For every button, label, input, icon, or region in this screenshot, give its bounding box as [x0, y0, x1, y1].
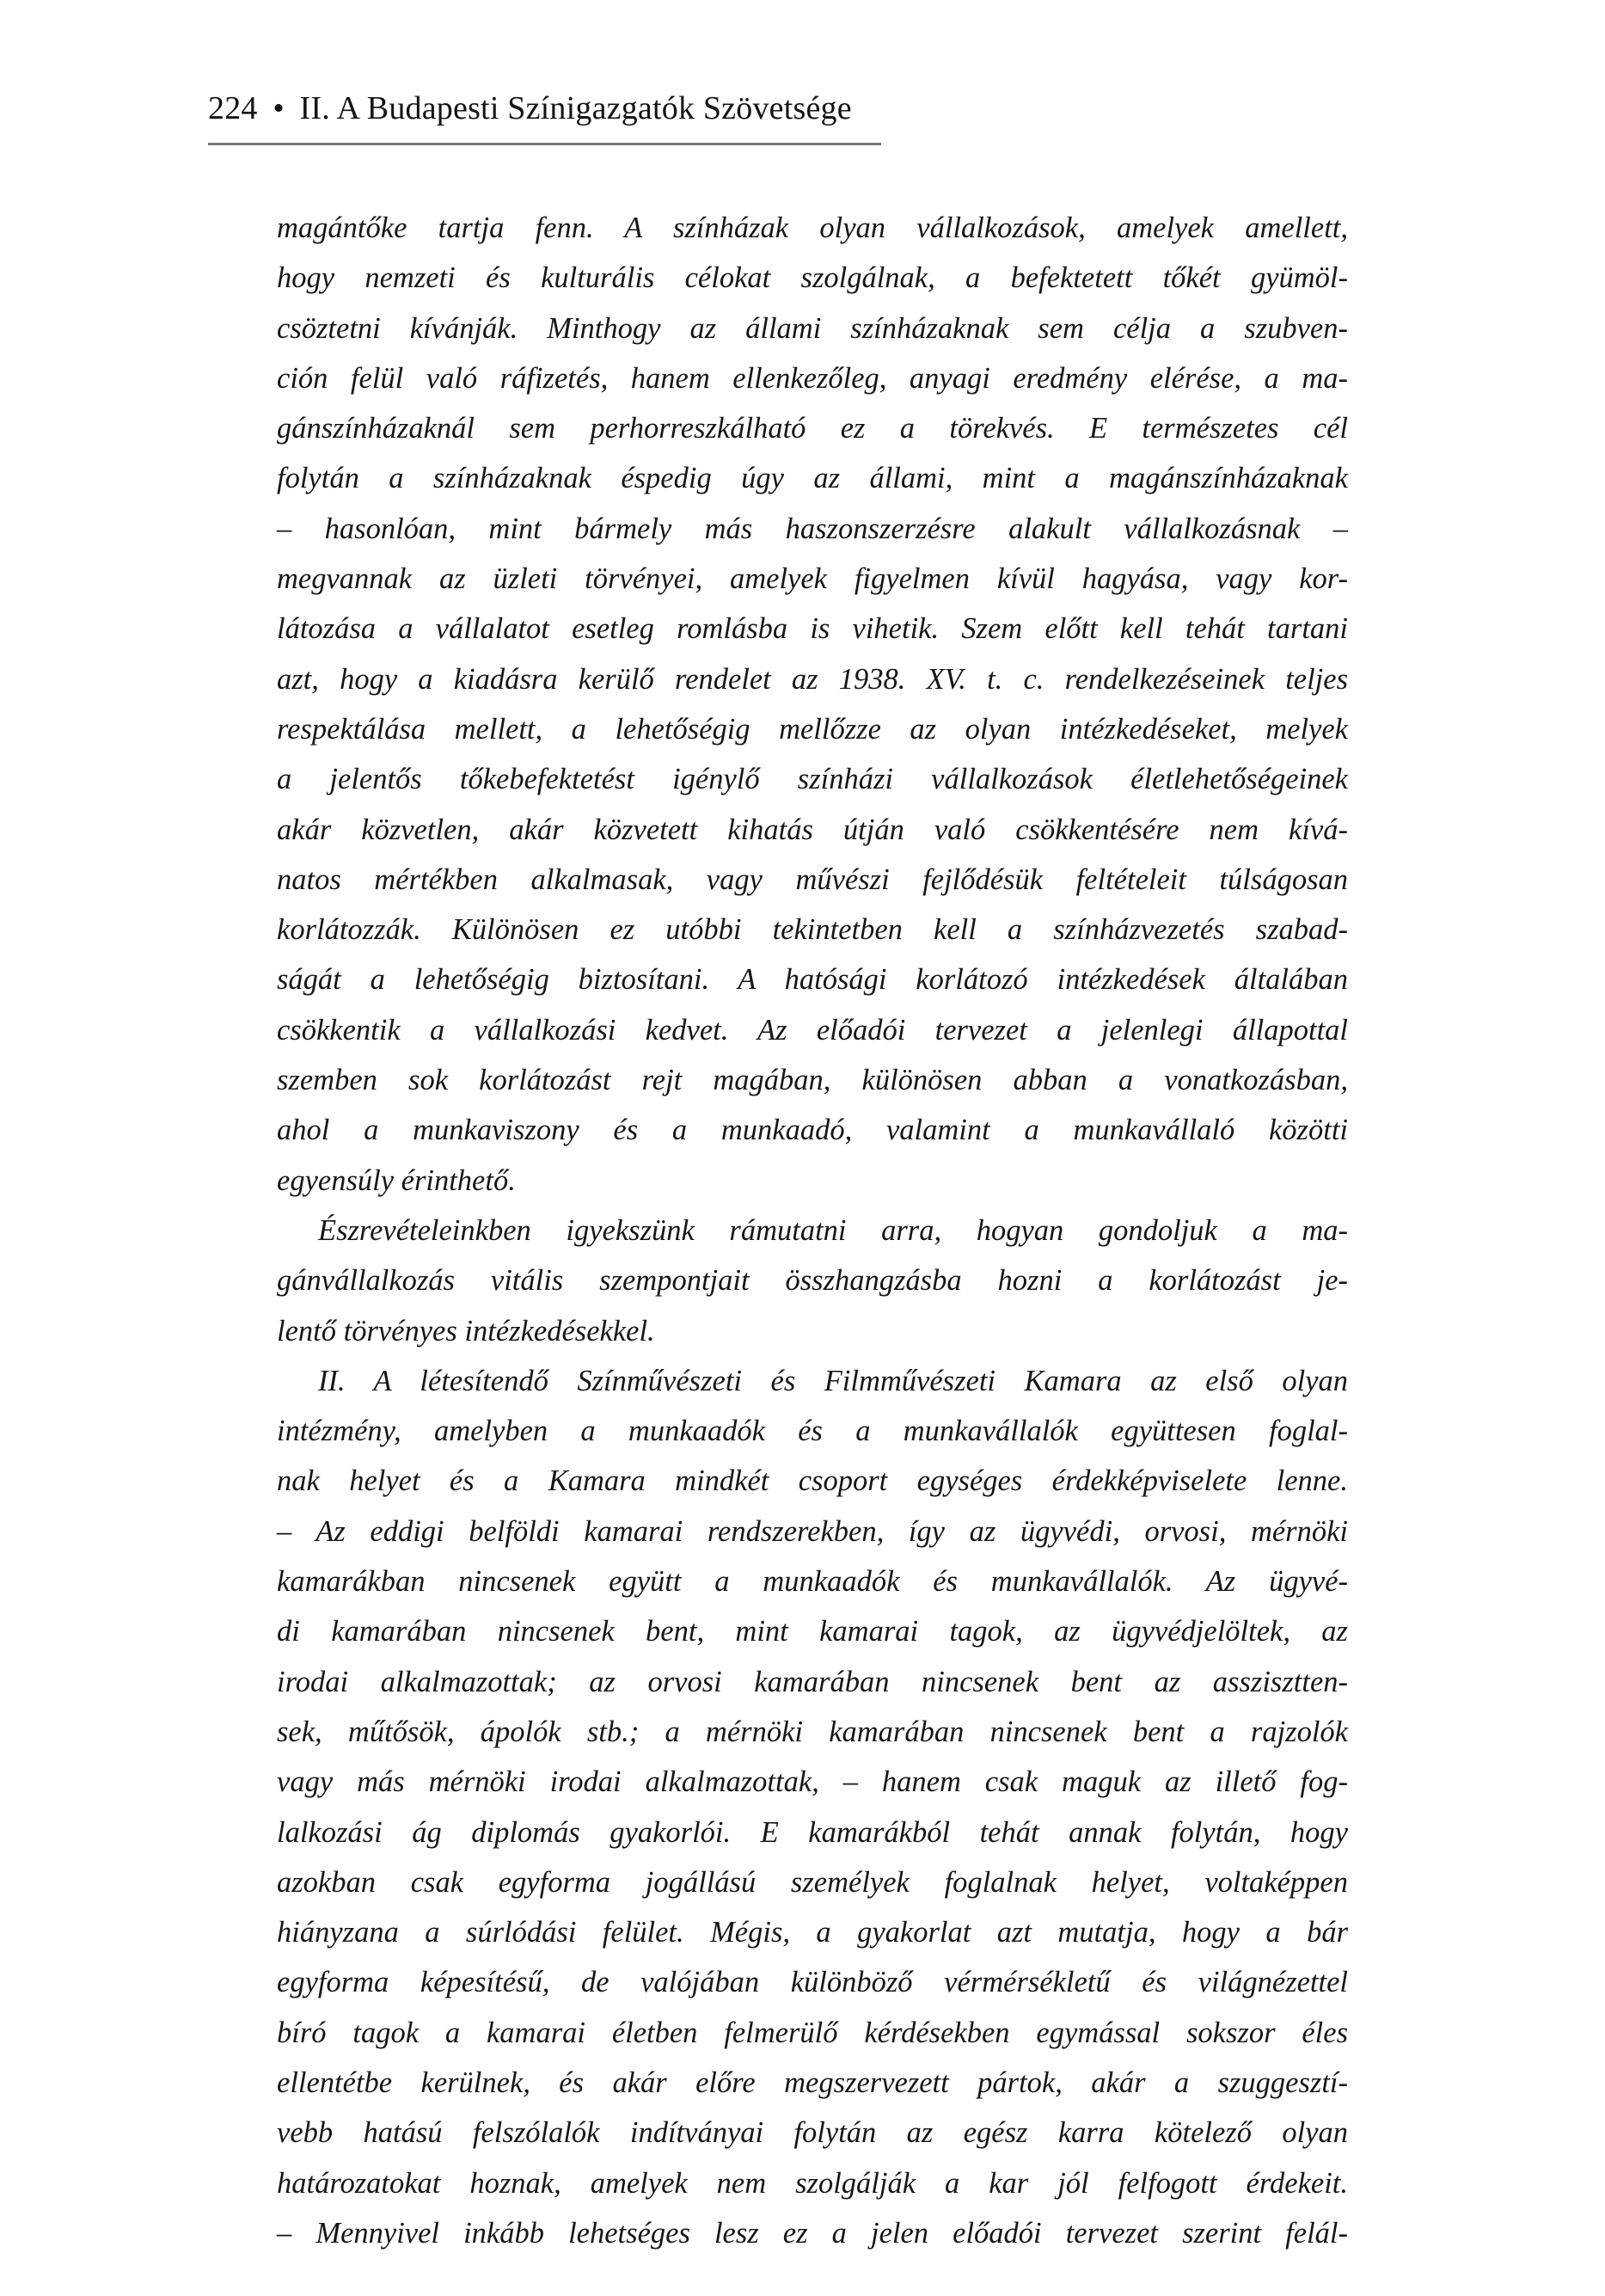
text-line: – Mennyivel inkább lehetséges lesz ez a jelen előadói tervezet szerint felál- [277, 2216, 1348, 2250]
text-line: lentő törvényes intézkedésekkel. [277, 1314, 655, 1348]
text-line: ción felül való ráfizetés, hanem ellenkezőleg, anyagi eredmény elérése, a ma- [277, 361, 1348, 395]
text-line: gánvállalkozás vitális szempontjait összhangzásba hozni a korlátozást je- [277, 1264, 1348, 1298]
text-line: azt, hogy a kiadásra kerülő rendelet az 1938. XV. t. c. rendelkezéseinek teljes [277, 662, 1348, 696]
text-line: megvannak az üzleti törvényei, amelyek figyelmen kívül hagyása, vagy kor- [277, 562, 1348, 596]
text-line: gánszínházaknál sem perhorreszkálható ez a törekvés. E természetes cél [277, 412, 1348, 445]
text-line: azokban csak egyforma jogállású személyek foglalnak helyet, voltaképpen [277, 1865, 1348, 1899]
paragraph [277, 1356, 1348, 2258]
text-line: – hasonlóan, mint bármely más haszonszerzésre alakult vállalkozásnak – [277, 512, 1348, 545]
chapter-title: II. A Budapesti Színigazgatók Szövetsége [299, 90, 852, 126]
text-line: ságát a lehetőségig biztosítani. A hatósági korlátozó intézkedések általában [277, 963, 1348, 997]
text-line: vebb hatású felszólalók indítványai folytán az egész karra kötelező olyan [277, 2116, 1348, 2150]
text-line: irodai alkalmazottak; az orvosi kamarában nincsenek bent az asszisztten- [277, 1665, 1348, 1698]
text-line: csöztetni kívánják. Minthogy az állami színházaknak sem célja a szubven- [277, 311, 1348, 345]
text-line: akár közvetlen, akár közvetett kihatás útján való csökkentésére nem kívá- [277, 813, 1348, 846]
text-line: folytán a színházaknak éspedig úgy az állami, mint a magánszínházaknak [277, 462, 1348, 495]
text-line: egyensúly érinthető. [277, 1163, 516, 1197]
text-line: – Az eddigi belföldi kamarai rendszerekben, így az ügyvédi, orvosi, mérnöki [277, 1514, 1348, 1548]
text-line: ahol a munkaviszony és a munkaadó, valamint a munkavállaló közötti [277, 1114, 1348, 1147]
text-line: vagy más mérnöki irodai alkalmazottak, – hanem csak maguk az illető fog- [277, 1765, 1348, 1799]
text-line: nak helyet és a Kamara mindkét csoport egységes érdekképviselete lenne. [277, 1464, 1348, 1498]
text-line: korlátozzák. Különösen ez utóbbi tekintetben kell a színházvezetés szabad- [277, 913, 1348, 947]
text-line: kamarákban nincsenek együtt a munkaadók és munkavállalók. Az ügyvé- [277, 1565, 1348, 1599]
text-line: II. A létesítendő Színművészeti és Filmművészeti Kamara az első olyan [318, 1364, 1348, 1397]
page-number: 224 [208, 90, 258, 126]
text-line: ellentétbe kerülnek, és akár előre megszervezett pártok, akár a szuggesztí- [277, 2066, 1348, 2099]
text-line: intézmény, amelyben a munkaadók és a munkavállalók együttesen foglal- [277, 1415, 1348, 1448]
bullet-separator-icon: • [273, 90, 285, 126]
text-line: bíró tagok a kamarai életben felmerülő kérdésekben egymással sokszor éles [277, 2016, 1348, 2049]
text-line: látozása a vállalatot esetleg romlásba is vihetik. Szem előtt kell tehát tartani [277, 612, 1348, 646]
paragraph [277, 1206, 1348, 1356]
text-line: hiányzana a súrlódási felület. Mégis, a gyakorlat azt mutatja, hogy a bár [277, 1916, 1348, 1949]
text-line: Észrevételeinkben igyekszünk rámutatni arra, hogyan gondoljuk a ma- [318, 1213, 1348, 1247]
text-line: sek, műtősök, ápolók stb.; a mérnöki kamarában nincsenek bent a rajzolók [277, 1715, 1348, 1748]
text-line: egyforma képesítésű, de valójában különböző vérmérsékletű és világnézettel [277, 1966, 1348, 1999]
text-line: a jelentős tőkebefektetést igénylő színházi vállalkozások életlehetőségeinek [277, 763, 1348, 796]
text-line: magántőke tartja fenn. A színházak olyan vállalkozások, amelyek amellett, [277, 212, 1348, 244]
paragraph [277, 203, 1348, 1206]
text-line: csökkentik a vállalkozási kedvet. Az előadói tervezet a jelenlegi állapottal [277, 1013, 1348, 1047]
running-head [208, 89, 852, 127]
text-line: szemben sok korlátozást rejt magában, különösen abban a vonatkozásban, [277, 1064, 1348, 1097]
header-rule [208, 143, 881, 145]
text-line: határozatokat hoznak, amelyek nem szolgálják a kar jól felfogott érdekeit. [277, 2166, 1348, 2200]
text-line: hogy nemzeti és kulturális célokat szolgálnak, a befektetett tőkét gyümöl- [277, 261, 1348, 295]
text-line: respektálása mellett, a lehetőségig mellőzze az olyan intézkedéseket, melyek [277, 712, 1348, 746]
text-line: natos mértékben alkalmasak, vagy művészi fejlődésük feltételeit túlságosan [277, 863, 1348, 896]
text-line: lalkozási ág diplomás gyakorlói. E kamarákból tehát annak folytán, hogy [277, 1815, 1348, 1849]
text-line: di kamarában nincsenek bent, mint kamarai tagok, az ügyvédjelöltek, az [277, 1615, 1348, 1648]
body-text [277, 203, 1348, 2258]
